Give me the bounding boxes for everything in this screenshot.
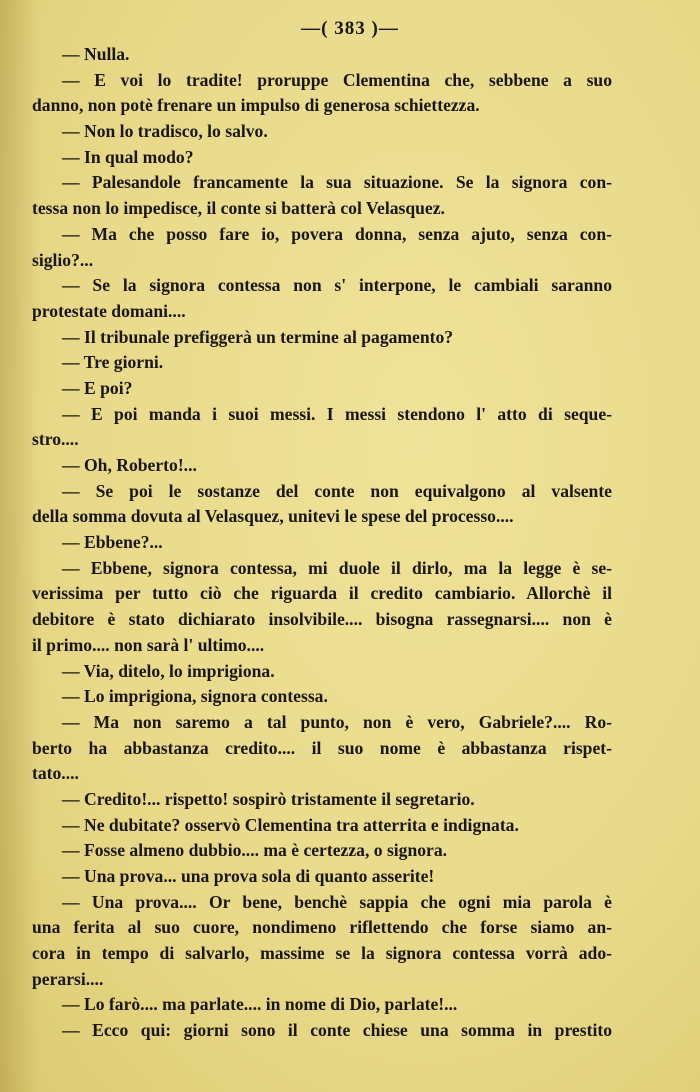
text-line: — Ma non saremo a tal punto, non è vero, Gabriele?.... Ro- bbox=[62, 711, 612, 732]
text-line: verissima per tutto ciò che riguarda il credito cambiario. Allorchè il bbox=[32, 583, 612, 604]
text-line: — Ne dubitate? osservò Clementina tra atterrita e indignata. bbox=[62, 814, 519, 835]
text-line: — Oh, Roberto!... bbox=[62, 455, 197, 475]
text-line: berto ha abbastanza credito.... il suo nome è abbastanza rispet- bbox=[32, 737, 612, 758]
text-line: danno, non potè frenare un impulso di generosa schiettezza. bbox=[32, 95, 480, 116]
text-line: — Una prova.... Or bene, benchè sappia che ogni mia parola è bbox=[62, 891, 612, 912]
text-line: tato.... bbox=[32, 763, 79, 784]
text-line: — Via, ditelo, lo imprigiona. bbox=[62, 660, 275, 681]
text-line: — Ma che posso fare io, povera donna, senza ajuto, senza con- bbox=[62, 223, 612, 244]
text-line: — Ebbene?... bbox=[62, 532, 163, 553]
text-line: tessa non lo impedisce, il conte si batterà col Velasquez. bbox=[32, 198, 445, 219]
text-line: stro.... bbox=[32, 429, 79, 450]
text-line: — Lo farò.... ma parlate.... in nome di Dio, parlate!... bbox=[62, 994, 458, 1015]
page-body-text bbox=[32, 42, 612, 1044]
text-line: debitore è stato dichiarato insolvibile.... bisogna rassegnarsi.... non è bbox=[32, 609, 612, 630]
text-line: — Una prova... una prova sola di quanto asserite! bbox=[62, 866, 435, 886]
text-line: — Palesandole francamente la sua situazione. Se la signora con- bbox=[62, 172, 612, 193]
text-line: — Credito!... rispetto! sospirò tristamente il segretario. bbox=[62, 788, 475, 809]
text-line: una ferita al suo cuore, nondimeno riflettendo che forse siamo an- bbox=[32, 917, 612, 938]
text-line: — E voi lo tradite! proruppe Clementina che, sebbene a suo bbox=[62, 69, 612, 90]
text-line: — In qual modo? bbox=[62, 146, 194, 167]
text-line: — Non lo tradisco, lo salvo. bbox=[62, 121, 268, 142]
text-line: — Nulla. bbox=[62, 44, 130, 64]
text-line: protestate domani.... bbox=[32, 300, 186, 321]
text-line: — E poi manda i suoi messi. I messi stendono l' atto di seque- bbox=[62, 403, 612, 424]
text-line: cora in tempo di salvarlo, massime se la signora contessa vorrà ado- bbox=[32, 943, 612, 964]
text-line: — E poi? bbox=[62, 377, 133, 398]
text-line: il primo.... non sarà l' ultimo.... bbox=[32, 634, 265, 655]
page-number-header: —( 383 )— bbox=[301, 18, 399, 39]
text-line: — Ebbene, signora contessa, mi duole il dirlo, ma la legge è se- bbox=[62, 557, 612, 578]
text-line: della somma dovuta al Velasquez, unitevi le spese del processo.... bbox=[32, 506, 514, 527]
text-line: — Lo imprigiona, signora contessa. bbox=[62, 686, 328, 707]
text-line: perarsi.... bbox=[32, 968, 104, 989]
text-line: — Fosse almeno dubbio.... ma è certezza, o signora. bbox=[62, 840, 448, 861]
text-line: — Se poi le sostanze del conte non equivalgono al valsente bbox=[62, 480, 612, 501]
text-line: — Se la signora contessa non s' interpone, le cambiali saranno bbox=[62, 275, 612, 296]
text-line: — Ecco qui: giorni sono il conte chiese una somma in prestito bbox=[62, 1020, 612, 1041]
text-line: — Tre giorni. bbox=[62, 352, 164, 373]
text-line: — Il tribunale prefiggerà un termine al pagamento? bbox=[62, 326, 454, 347]
text-line: siglio?... bbox=[32, 249, 94, 270]
